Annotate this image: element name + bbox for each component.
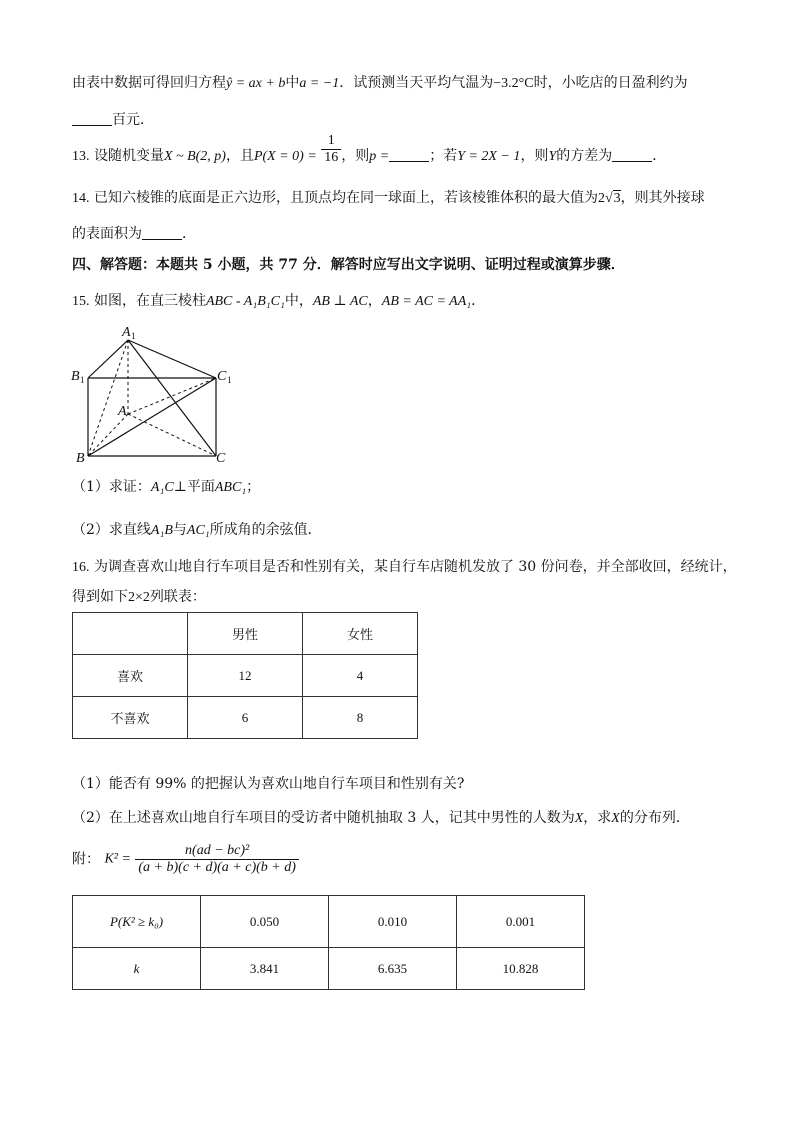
sqrt-sign: √ xyxy=(604,191,613,206)
q16-p2-text-c: 的分布列． xyxy=(619,810,690,826)
sqrt-coefficient: 2 xyxy=(597,191,605,206)
q15-part1 xyxy=(72,477,260,498)
table-cell: 0.010 xyxy=(329,896,457,948)
q16-text-1: 为调查喜欢山地自行车项目是否和性别有关，某自行车店随机发放了 30 份问卷，并全部收回，经统计， xyxy=(93,559,737,575)
q14-number: 14. xyxy=(72,191,90,206)
label-B1-sub: 1 xyxy=(80,375,85,385)
x-var: X xyxy=(611,811,620,826)
fraction xyxy=(321,133,341,166)
row-label: 喜欢 xyxy=(73,655,188,697)
q16-number: 16. xyxy=(72,560,90,575)
q15-p2-text-c: 所成角的余弦值． xyxy=(209,522,322,538)
q15-text-2: 中， xyxy=(284,293,313,309)
q16-text-2c: 列联表： xyxy=(149,589,206,605)
q16-line2 xyxy=(72,587,206,608)
header-cell xyxy=(73,613,188,655)
label-A1-sub: 1 xyxy=(131,331,136,341)
table-cell: 6 xyxy=(188,697,303,739)
prism-name: ABC - A₁B₁C₁ xyxy=(205,294,285,309)
row-label: P(K² ≥ k₀) xyxy=(73,896,201,948)
q13-number: 13. xyxy=(72,149,90,164)
q15-p1-text-b: ⊥平面 xyxy=(173,479,215,495)
q13-text-6: 的方差为 xyxy=(556,148,613,164)
label-B: B xyxy=(76,451,85,466)
q13-line xyxy=(72,132,667,167)
table-cell: 10.828 xyxy=(457,948,585,990)
row-label: 不喜欢 xyxy=(73,697,188,739)
label-C: C xyxy=(216,451,226,466)
label-B1: B xyxy=(71,369,80,384)
q16-line1 xyxy=(72,557,737,578)
x-var: X xyxy=(574,811,584,826)
q16-p2-text-b: ，求 xyxy=(583,810,612,826)
answer-blank[interactable] xyxy=(142,225,182,240)
table-row xyxy=(73,655,418,697)
q13-text-3: ，则 xyxy=(341,148,370,164)
probability-expr: P(X = 0) = xyxy=(253,149,317,164)
critical-value-table xyxy=(72,895,585,990)
formula-denominator: (a + b)(c + d)(a + c)(b + d) xyxy=(138,860,296,875)
sqrt-radicand: 3 xyxy=(613,191,621,206)
table-row xyxy=(73,948,585,990)
q15-part2 xyxy=(72,520,322,541)
contingency-table xyxy=(72,612,418,739)
q15-number: 15. xyxy=(72,294,90,309)
q12-text-b: 中 xyxy=(285,75,300,91)
line-A1B: A₁B xyxy=(150,523,173,538)
q12-text-a: 由表中数据可得回归方程 xyxy=(72,75,226,91)
q16-p2-text-a: （2）在上述喜欢山地自行车项目的受访者中随机抽取 3 人，记其中男性的人数为 xyxy=(72,810,575,826)
q13-text-1: 设随机变量 xyxy=(93,148,164,164)
q13-text-2: ，且 xyxy=(225,148,254,164)
q12-line1 xyxy=(72,73,688,94)
y-definition: Y = 2X − 1 xyxy=(457,149,521,164)
answer-blank-variance[interactable] xyxy=(612,147,652,162)
table-size: 2×2 xyxy=(128,590,150,605)
table-cell: 8 xyxy=(303,697,418,739)
p-label: p = xyxy=(369,149,390,164)
q15-text-1: 如图，在直三棱柱 xyxy=(93,293,206,309)
formula-numerator: n(ad − bc)² xyxy=(135,843,299,860)
q14-end: ． xyxy=(182,226,196,242)
label-A: A xyxy=(118,404,127,419)
q12-line2 xyxy=(72,110,154,130)
a-value: a = −1 xyxy=(299,76,340,91)
table-cell: 3.841 xyxy=(201,948,329,990)
table-cell: 4 xyxy=(303,655,418,697)
perp-condition: AB ⊥ AC xyxy=(312,294,368,309)
q14-text-3: 的表面积为 xyxy=(72,226,142,242)
q14-text-2: ，则其外接球 xyxy=(620,190,705,206)
q15-p1-end: ； xyxy=(246,479,261,495)
prism-figure xyxy=(70,318,240,468)
answer-blank-p[interactable] xyxy=(389,147,429,162)
q15-end: ． xyxy=(471,293,486,309)
y-var: Y xyxy=(548,149,557,164)
header-cell: 女性 xyxy=(303,613,418,655)
line-AC1: AC₁ xyxy=(186,523,210,538)
q12-text-c: ．试预测当天平均气温为 xyxy=(339,75,494,91)
appendix-label: 附： xyxy=(72,851,100,868)
regression-equation: ŷ = ax + b xyxy=(226,76,286,91)
table-row xyxy=(73,896,585,948)
q15-p2-text-a: （2）求直线 xyxy=(72,522,151,538)
q14-line2 xyxy=(72,224,196,244)
plane-ABC1: ABC₁ xyxy=(214,480,247,495)
q15-p2-text-b: 与 xyxy=(172,522,187,538)
table-cell: 0.050 xyxy=(201,896,329,948)
q12-text-d: 时，小吃店的日盈利约为 xyxy=(533,75,688,91)
equal-lengths: AB = AC = AA₁ xyxy=(381,294,472,309)
table-header-row xyxy=(73,613,418,655)
q14-text-1: 已知六棱锥的底面是正六边形，且顶点均在同一球面上，若该棱锥体积的最大值为 xyxy=(93,190,598,206)
appendix-formula xyxy=(72,843,299,876)
binomial-dist: X ~ B(2, p) xyxy=(163,149,226,164)
table-cell: 6.635 xyxy=(329,948,457,990)
q13-end: ． xyxy=(652,148,667,164)
label-C1: C xyxy=(217,369,227,384)
q16-part2 xyxy=(72,808,690,829)
temperature: −3.2°C xyxy=(493,76,534,91)
k2-fraction xyxy=(135,843,299,876)
label-A1: A xyxy=(122,325,131,340)
q13-text-4: ；若 xyxy=(429,148,458,164)
row-label: k xyxy=(73,948,201,990)
header-cell: 男性 xyxy=(188,613,303,655)
table-cell: 12 xyxy=(188,655,303,697)
q13-text-5: ，则 xyxy=(520,148,549,164)
k2-symbol: K² = xyxy=(104,851,131,867)
table-row xyxy=(73,697,418,739)
q15-text-3: ， xyxy=(367,293,382,309)
q15-p1-text-a: （1）求证： xyxy=(72,479,151,495)
table-cell: 0.001 xyxy=(457,896,585,948)
fraction-denominator: 16 xyxy=(324,149,339,165)
q16-part1: （1）能否有 99% 的把握认为喜欢山地自行车项目和性别有关? xyxy=(72,776,465,792)
q16-text-2a: 得到如下 xyxy=(72,589,128,605)
answer-blank[interactable] xyxy=(72,111,112,126)
q12-unit: 百元． xyxy=(112,112,154,128)
fraction-numerator: 1 xyxy=(321,133,341,150)
label-C1-sub: 1 xyxy=(227,375,232,385)
section-heading: 四、解答题：本题共 5 小题，共 77 分．解答时应写出文字说明、证明过程或演算步骤． xyxy=(72,257,625,273)
line-A1C: A₁C xyxy=(150,480,174,495)
q15-line xyxy=(72,291,485,312)
q14-line1 xyxy=(72,188,705,209)
